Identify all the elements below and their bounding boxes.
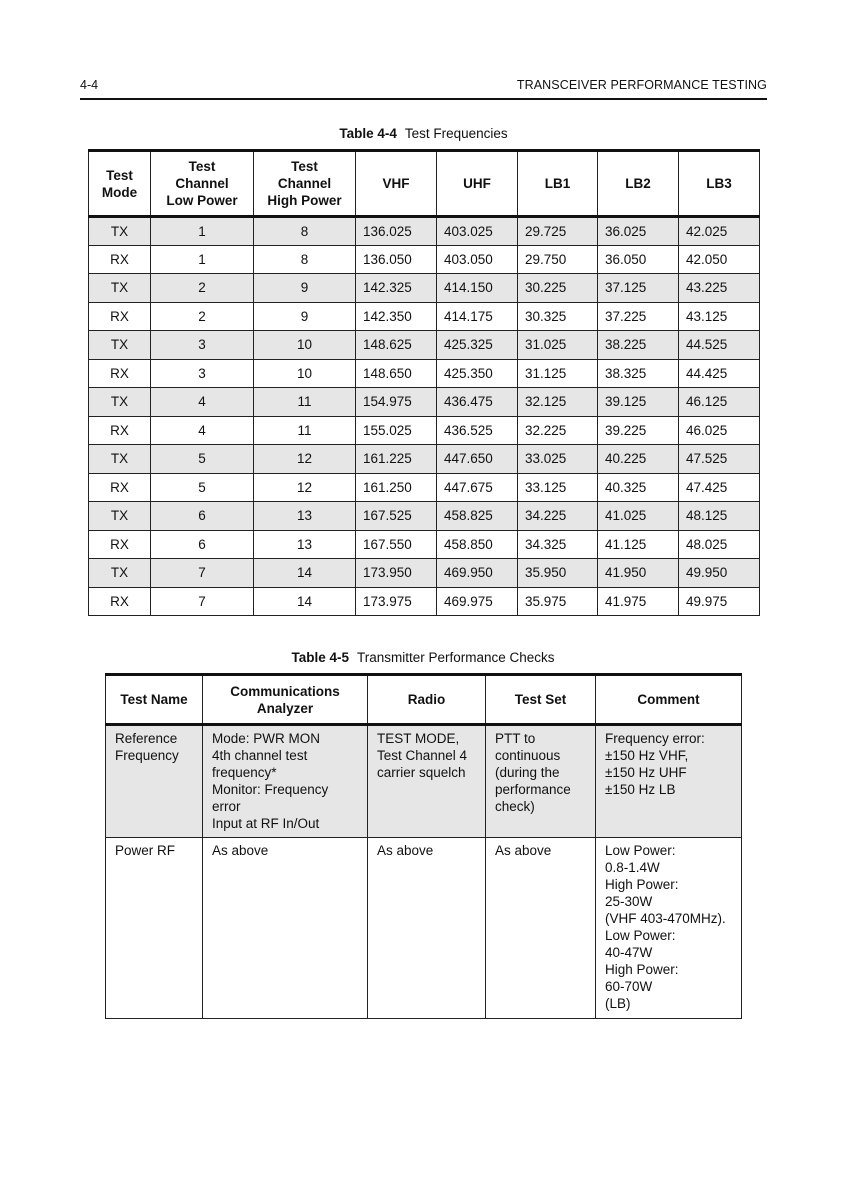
cell-lb2: 37.125 — [598, 274, 679, 303]
cell-high-channel: 12 — [254, 445, 356, 474]
cell-lb2: 41.125 — [598, 530, 679, 559]
cell-lb2: 36.025 — [598, 217, 679, 246]
cell-lb2: 38.225 — [598, 331, 679, 360]
table-row — [89, 359, 760, 388]
table-row — [89, 502, 760, 531]
table-4-5-caption — [105, 650, 741, 665]
cell-uhf: 447.650 — [437, 445, 518, 474]
col-header-test-name: Test Name — [106, 675, 203, 725]
cell-lb1: 35.950 — [518, 559, 598, 588]
cell-mode: TX — [89, 445, 151, 474]
table-row — [89, 388, 760, 417]
cell-high-channel: 12 — [254, 473, 356, 502]
col-header-radio: Radio — [368, 675, 486, 725]
cell-low-channel: 2 — [151, 302, 254, 331]
cell-high-channel: 10 — [254, 359, 356, 388]
cell-vhf: 161.225 — [356, 445, 437, 474]
cell-high-channel: 9 — [254, 274, 356, 303]
table-4-4-caption — [88, 126, 759, 141]
cell-lb2: 38.325 — [598, 359, 679, 388]
cell-vhf: 167.525 — [356, 502, 437, 531]
test-frequencies-table — [88, 149, 760, 616]
table-row — [89, 587, 760, 616]
cell-high-channel: 13 — [254, 502, 356, 531]
cell-low-channel: 4 — [151, 388, 254, 417]
table-row — [89, 559, 760, 588]
cell-vhf: 154.975 — [356, 388, 437, 417]
cell-uhf: 469.950 — [437, 559, 518, 588]
section-title: TRANSCEIVER PERFORMANCE TESTING — [516, 78, 767, 92]
cell-low-channel: 6 — [151, 502, 254, 531]
cell-mode: TX — [89, 502, 151, 531]
cell-lb2: 40.325 — [598, 473, 679, 502]
page-number: 4-4 — [80, 78, 99, 92]
table-row-power-rf — [106, 838, 742, 1019]
cell-mode: RX — [89, 587, 151, 616]
cell-lb3: 43.225 — [679, 274, 760, 303]
cell-radio: TEST MODE, Test Channel 4 carrier squelch — [368, 725, 486, 838]
page-header — [80, 76, 767, 100]
col-header-high-power-channel: Test Channel High Power — [254, 151, 356, 217]
cell-uhf: 447.675 — [437, 473, 518, 502]
cell-uhf: 458.825 — [437, 502, 518, 531]
cell-low-channel: 1 — [151, 217, 254, 246]
table-row — [89, 217, 760, 246]
col-header-lb3: LB3 — [679, 151, 760, 217]
cell-high-channel: 11 — [254, 416, 356, 445]
col-header-comment: Comment — [596, 675, 742, 725]
cell-vhf: 161.250 — [356, 473, 437, 502]
cell-lb1: 33.125 — [518, 473, 598, 502]
cell-lb1: 32.125 — [518, 388, 598, 417]
cell-test-name: Reference Frequency — [106, 725, 203, 838]
cell-lb1: 30.225 — [518, 274, 598, 303]
cell-analyzer: As above — [203, 838, 368, 1019]
cell-high-channel: 8 — [254, 245, 356, 274]
cell-lb1: 33.025 — [518, 445, 598, 474]
cell-lb1: 34.325 — [518, 530, 598, 559]
cell-lb3: 49.975 — [679, 587, 760, 616]
col-header-low-power-channel: Test Channel Low Power — [151, 151, 254, 217]
cell-mode: RX — [89, 359, 151, 388]
cell-analyzer: Mode: PWR MON 4th channel test frequency* Monitor: Frequency error Input at RF In/Out — [203, 725, 368, 838]
cell-lb1: 29.725 — [518, 217, 598, 246]
cell-test-set: PTT to continuous (during the performance check) — [486, 725, 596, 838]
cell-lb2: 41.025 — [598, 502, 679, 531]
cell-comment: Frequency error: ±150 Hz VHF, ±150 Hz UHF ±150 Hz LB — [596, 725, 742, 838]
cell-vhf: 155.025 — [356, 416, 437, 445]
cell-mode: TX — [89, 388, 151, 417]
col-header-test-set: Test Set — [486, 675, 596, 725]
cell-vhf: 173.950 — [356, 559, 437, 588]
cell-lb2: 37.225 — [598, 302, 679, 331]
cell-vhf: 136.050 — [356, 245, 437, 274]
col-header-lb2: LB2 — [598, 151, 679, 217]
col-header-test-mode: Test Mode — [89, 151, 151, 217]
cell-low-channel: 7 — [151, 587, 254, 616]
table-row — [89, 302, 760, 331]
cell-lb3: 44.525 — [679, 331, 760, 360]
cell-uhf: 414.175 — [437, 302, 518, 331]
cell-vhf: 173.975 — [356, 587, 437, 616]
cell-lb3: 46.025 — [679, 416, 760, 445]
cell-lb1: 34.225 — [518, 502, 598, 531]
cell-uhf: 425.350 — [437, 359, 518, 388]
cell-lb3: 44.425 — [679, 359, 760, 388]
cell-high-channel: 13 — [254, 530, 356, 559]
cell-lb2: 39.225 — [598, 416, 679, 445]
cell-lb2: 41.975 — [598, 587, 679, 616]
cell-lb3: 49.950 — [679, 559, 760, 588]
cell-high-channel: 10 — [254, 331, 356, 360]
cell-high-channel: 11 — [254, 388, 356, 417]
table-row — [89, 274, 760, 303]
cell-lb3: 42.050 — [679, 245, 760, 274]
cell-vhf: 142.325 — [356, 274, 437, 303]
col-header-lb1: LB1 — [518, 151, 598, 217]
caption-label: Table 4-4 — [339, 126, 397, 141]
caption-title: Transmitter Performance Checks — [356, 650, 555, 665]
cell-comment: Low Power: 0.8-1.4W High Power: 25-30W (VHF 403-470MHz). Low Power: 40-47W High Power: 60-70W (LB) — [596, 838, 742, 1019]
cell-lb2: 41.950 — [598, 559, 679, 588]
cell-mode: TX — [89, 331, 151, 360]
cell-low-channel: 7 — [151, 559, 254, 588]
cell-mode: TX — [89, 217, 151, 246]
table-row — [89, 530, 760, 559]
cell-vhf: 167.550 — [356, 530, 437, 559]
cell-lb2: 39.125 — [598, 388, 679, 417]
table-row-reference-frequency — [106, 725, 742, 838]
cell-low-channel: 3 — [151, 331, 254, 360]
cell-uhf: 436.475 — [437, 388, 518, 417]
cell-mode: RX — [89, 416, 151, 445]
col-header-uhf: UHF — [437, 151, 518, 217]
cell-uhf: 425.325 — [437, 331, 518, 360]
header-row — [89, 151, 760, 217]
cell-lb3: 48.025 — [679, 530, 760, 559]
cell-lb3: 43.125 — [679, 302, 760, 331]
cell-uhf: 469.975 — [437, 587, 518, 616]
cell-mode: RX — [89, 302, 151, 331]
cell-high-channel: 9 — [254, 302, 356, 331]
table-row — [89, 473, 760, 502]
cell-low-channel: 2 — [151, 274, 254, 303]
cell-lb3: 47.425 — [679, 473, 760, 502]
table-row — [89, 245, 760, 274]
caption-title: Test Frequencies — [404, 126, 508, 141]
cell-vhf: 136.025 — [356, 217, 437, 246]
table-row — [89, 331, 760, 360]
cell-high-channel: 14 — [254, 587, 356, 616]
cell-lb1: 32.225 — [518, 416, 598, 445]
cell-mode: TX — [89, 559, 151, 588]
cell-low-channel: 5 — [151, 445, 254, 474]
table-row — [89, 445, 760, 474]
cell-mode: RX — [89, 245, 151, 274]
cell-uhf: 458.850 — [437, 530, 518, 559]
cell-low-channel: 1 — [151, 245, 254, 274]
caption-label: Table 4-5 — [291, 650, 349, 665]
cell-lb1: 31.025 — [518, 331, 598, 360]
cell-lb1: 29.750 — [518, 245, 598, 274]
cell-lb1: 35.975 — [518, 587, 598, 616]
transmitter-checks-table — [105, 673, 742, 1019]
cell-mode: RX — [89, 473, 151, 502]
cell-lb1: 30.325 — [518, 302, 598, 331]
cell-uhf: 436.525 — [437, 416, 518, 445]
cell-uhf: 414.150 — [437, 274, 518, 303]
cell-lb3: 47.525 — [679, 445, 760, 474]
cell-high-channel: 14 — [254, 559, 356, 588]
col-header-communications-analyzer: Communications Analyzer — [203, 675, 368, 725]
cell-vhf: 142.350 — [356, 302, 437, 331]
cell-mode: TX — [89, 274, 151, 303]
cell-vhf: 148.650 — [356, 359, 437, 388]
cell-lb3: 48.125 — [679, 502, 760, 531]
cell-low-channel: 6 — [151, 530, 254, 559]
cell-vhf: 148.625 — [356, 331, 437, 360]
cell-lb3: 42.025 — [679, 217, 760, 246]
cell-lb2: 40.225 — [598, 445, 679, 474]
cell-test-name: Power RF — [106, 838, 203, 1019]
cell-lb3: 46.125 — [679, 388, 760, 417]
table-row — [89, 416, 760, 445]
cell-test-set: As above — [486, 838, 596, 1019]
cell-lb1: 31.125 — [518, 359, 598, 388]
col-header-vhf: VHF — [356, 151, 437, 217]
cell-high-channel: 8 — [254, 217, 356, 246]
cell-uhf: 403.025 — [437, 217, 518, 246]
cell-uhf: 403.050 — [437, 245, 518, 274]
header-row — [106, 675, 742, 725]
cell-mode: RX — [89, 530, 151, 559]
cell-low-channel: 3 — [151, 359, 254, 388]
cell-radio: As above — [368, 838, 486, 1019]
cell-low-channel: 4 — [151, 416, 254, 445]
cell-low-channel: 5 — [151, 473, 254, 502]
cell-lb2: 36.050 — [598, 245, 679, 274]
